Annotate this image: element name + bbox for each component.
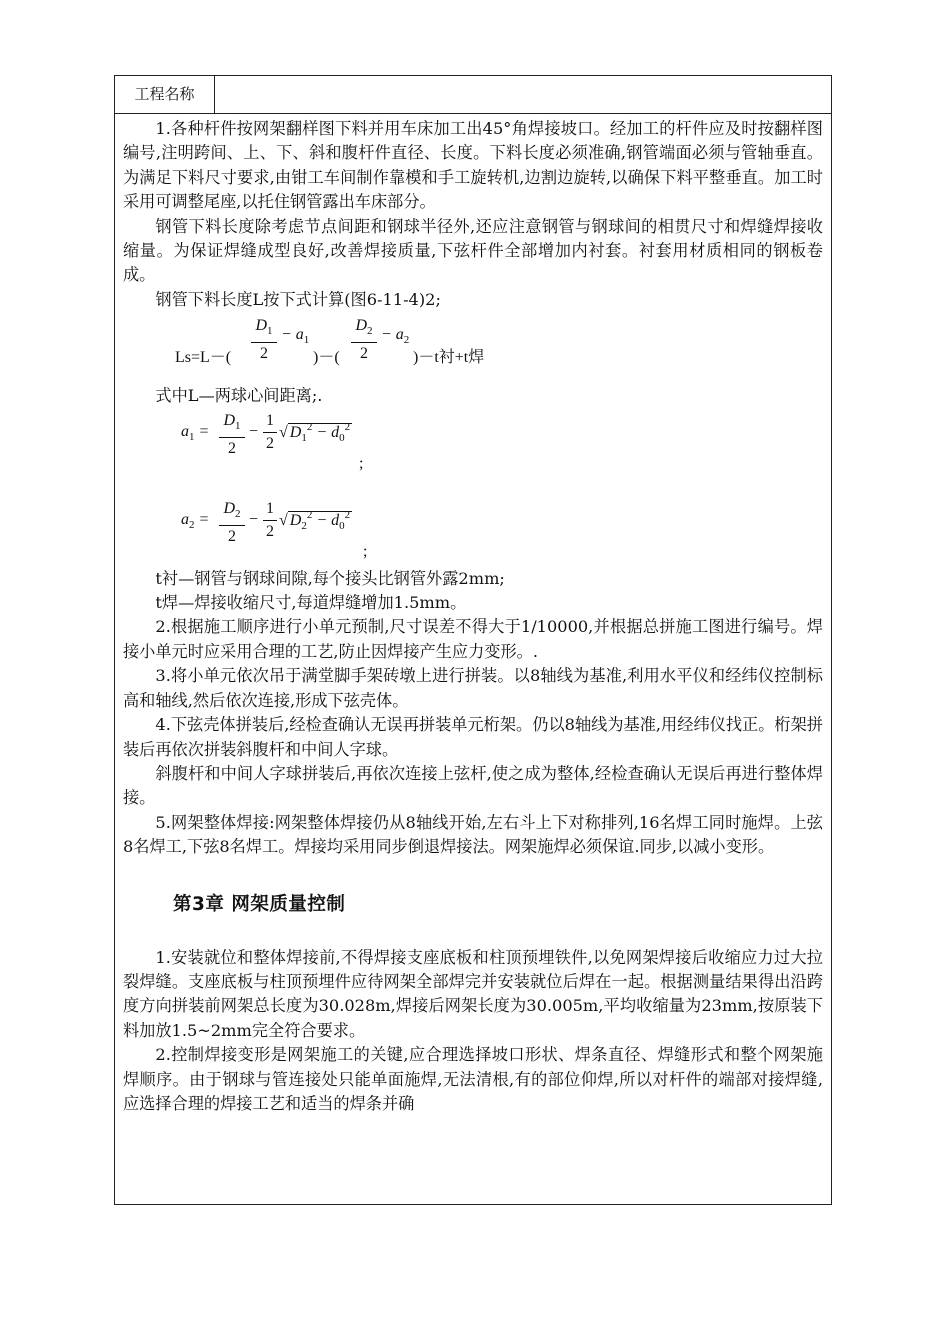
minus-a1: − $a_1$ xyxy=(281,326,310,347)
project-name-label: 工程名称 xyxy=(115,76,215,113)
fraction-d2: $D_2$ 2 xyxy=(351,316,377,364)
header-row xyxy=(115,76,831,114)
paragraph: 2.根据施工顺序进行小单元预制,尺寸误差不得大于1/10000,并根据总拼施工图进行编号。焊接小单元时应采用合理的工艺,防止因焊接产生应力变形。. xyxy=(123,617,823,661)
a1-symbol: $a_1$ = xyxy=(181,422,210,443)
paragraph: 4.下弦壳体拼装后,经检查确认无误再拼装单元桁架。仍以8轴线为基准,用经纬仪找正。桁架拼装后再依次拼装斜腹杆和中间人字球。 xyxy=(123,715,823,759)
fraction-half: 1 2 xyxy=(263,411,277,454)
formula-ls-suffix: )－t衬+t焊 xyxy=(413,349,485,367)
formula-ls-mid: )－( xyxy=(313,349,340,367)
content-body xyxy=(123,117,823,1116)
a2-symbol: $a_2$ = xyxy=(181,510,210,531)
fraction-a1-d1: $D_1$ 2 xyxy=(219,411,245,459)
formula-a2 xyxy=(123,485,823,567)
paragraph: t焊—焊接收缩尺寸,每道焊缝增加1.5mm。 xyxy=(155,593,467,613)
formula-ls-prefix: Ls=L－( xyxy=(175,349,232,367)
minus-sign: − xyxy=(249,422,259,440)
minus-sign: − xyxy=(249,510,259,528)
sqrt-a1: √ $D_1^2 - d_0^2$ xyxy=(279,420,351,444)
a1-tail: ; xyxy=(359,454,364,472)
fraction-a2-d2: $D_2$ 2 xyxy=(219,499,245,547)
formula-ls xyxy=(123,312,823,384)
a2-tail: ; xyxy=(363,542,368,560)
paragraph: 5.网架整体焊接:网架整体焊接仍从8轴线开始,左右斗上下对称排列,16名焊工同时施焊。上弦8名焊工,下弦8名焊工。焊接均采用同步倒退焊接法。网架施焊必须保谊.同步,以减小变形。 xyxy=(123,812,823,857)
form-table xyxy=(114,75,832,1205)
paragraph: 2.控制焊接变形是网架施工的关键,应合理选择坡口形状、焊条直径、焊缝形式和整个网架施焊顺序。由于钢球与管连接处只能单面施焊,无法清根,有的部位仰焊,所以对杆件的端部对接焊缝,应选择合理的焊接工艺和适当的焊条并确 xyxy=(123,1045,823,1113)
paragraph: 钢管下料长度L按下式计算(图6-11-4)2; xyxy=(155,289,441,309)
fraction-d1: $D_1$ 2 xyxy=(251,316,277,364)
paragraph: 斜腹杆和中间人字球拼装后,再依次连接上弦杆,使之成为整体,经检查确认无误后再进行整体焊接。 xyxy=(123,763,823,808)
project-name-value xyxy=(215,76,831,113)
chapter-title: 第3章 网架质量控制 xyxy=(173,893,346,915)
fraction-half: 1 2 xyxy=(263,499,277,542)
paragraph: 1.安装就位和整体焊接前,不得焊接支座底板和柱顶预埋铁件,以免网架焊接后收缩应力过大拉裂焊缝。支座底板与柱顶预埋件应待网架全部焊完并安装就位后焊在一起。根据测量结果得出沿跨度方向拼装前网架总长度为30.028m,焊接后网架长度为30.005m,平均收缩量为23mm,按原装下料加放1.5~2mm完全符合要求。 xyxy=(123,947,823,1040)
paragraph: 3.将小单元依次吊于满堂脚手架砖墩上进行拼装。以8轴线为基准,利用水平仪和经纬仪控制标高和轴线,然后依次连接,形成下弦壳体。 xyxy=(123,666,823,710)
paragraph: 钢管下料长度除考虑节点间距和钢球半径外,还应注意钢管与钢球间的相贯尺寸和焊缝焊接收缩量。为保证焊缝成型良好,改善焊接质量,下弦杆件全部增加内衬套。衬套用材质相同的钢板卷成。 xyxy=(123,216,823,285)
minus-a2: − $a_2$ xyxy=(381,326,410,347)
paragraph: t衬—钢管与钢球间隙,每个接头比钢管外露2mm; xyxy=(155,568,505,588)
sqrt-a2: √ $D_2^2 - d_0^2$ xyxy=(279,508,351,532)
paragraph: 1.各种杆件按网架翻样图下料并用车床加工出45°角焊接坡口。经加工的杆件应及时按翻样图编号,注明跨间、上、下、斜和腹杆件直径、长度。下料长度必须准确,钢管端面必须与管轴垂直。为满足下料尺寸要求,由钳工车间制作靠模和手工旋转机,边割边旋转,以确保下料平整垂直。加工时采用可调整尾座,以托住钢管露出车床部分。 xyxy=(123,119,823,212)
where-line: 式中L—两球心间距离;. xyxy=(155,386,323,406)
formula-a1 xyxy=(123,409,823,485)
